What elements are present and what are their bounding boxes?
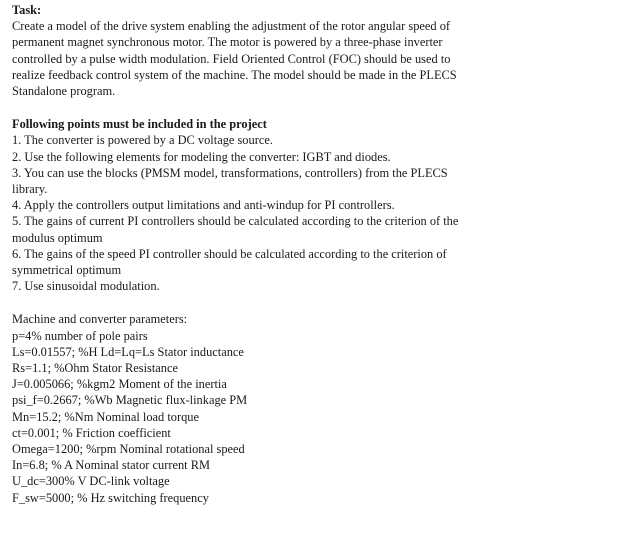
parameter-line: F_sw=5000; % Hz switching frequency <box>12 490 209 505</box>
parameters-heading: Machine and converter parameters: <box>12 312 188 327</box>
parameter-line: ct=0.001; % Friction coefficient <box>12 425 171 440</box>
point-line: modulus optimum <box>12 230 103 245</box>
document <box>12 2 572 506</box>
parameter-line: J=0.005066; %kgm2 Moment of the inertia <box>12 377 227 392</box>
point-line: 5. The gains of current PI controllers should be calculated according to the criterion of the <box>12 214 459 229</box>
point-line: 2. Use the following elements for modeling the converter: IGBT and diodes. <box>12 149 391 164</box>
spacer <box>12 294 572 311</box>
point-line: 1. The converter is powered by a DC voltage source. <box>12 133 273 148</box>
task-heading: Task: <box>12 3 42 17</box>
task-section <box>12 2 572 99</box>
point-line: 4. Apply the controllers output limitations and anti-windup for PI controllers. <box>12 198 395 213</box>
task-line: Create a model of the drive system enabling the adjustment of the rotor angular speed of <box>12 19 451 34</box>
task-line: realize feedback control system of the machine. The model should be made in the PLECS <box>12 67 457 82</box>
point-line: symmetrical optimum <box>12 263 122 278</box>
point-line: 6. The gains of the speed PI controller should be calculated according to the criterion of <box>12 246 447 261</box>
points-section <box>12 116 572 294</box>
parameter-line: p=4% number of pole pairs <box>12 328 148 343</box>
points-heading: Following points must be included in the project <box>12 117 267 132</box>
parameter-line: In=6.8; % A Nominal stator current RM <box>12 458 210 473</box>
spacer <box>12 99 572 116</box>
parameters-section <box>12 311 572 505</box>
parameter-line: psi_f=0.2667; %Wb Magnetic flux-linkage PM <box>12 393 248 408</box>
task-line: Standalone program. <box>12 84 116 99</box>
point-line: 3. You can use the blocks (PMSM model, transformations, controllers) from the PLECS <box>12 165 448 180</box>
parameter-line: Rs=1.1; %Ohm Stator Resistance <box>12 361 178 376</box>
task-line: controlled by a pulse width modulation. Field Oriented Control (FOC) should be used to <box>12 51 451 66</box>
parameter-line: Mn=15.2; %Nm Nominal load torque <box>12 409 199 424</box>
point-line: 7. Use sinusoidal modulation. <box>12 279 160 294</box>
parameter-line: Omega=1200; %rpm Nominal rotational speed <box>12 442 245 457</box>
parameter-line: Ls=0.01557; %H Ld=Lq=Ls Stator inductance <box>12 344 244 359</box>
parameter-line: U_dc=300% V DC-link voltage <box>12 474 170 489</box>
point-line: library. <box>12 182 48 197</box>
task-line: permanent magnet synchronous motor. The motor is powered by a three-phase inverter <box>12 35 443 50</box>
